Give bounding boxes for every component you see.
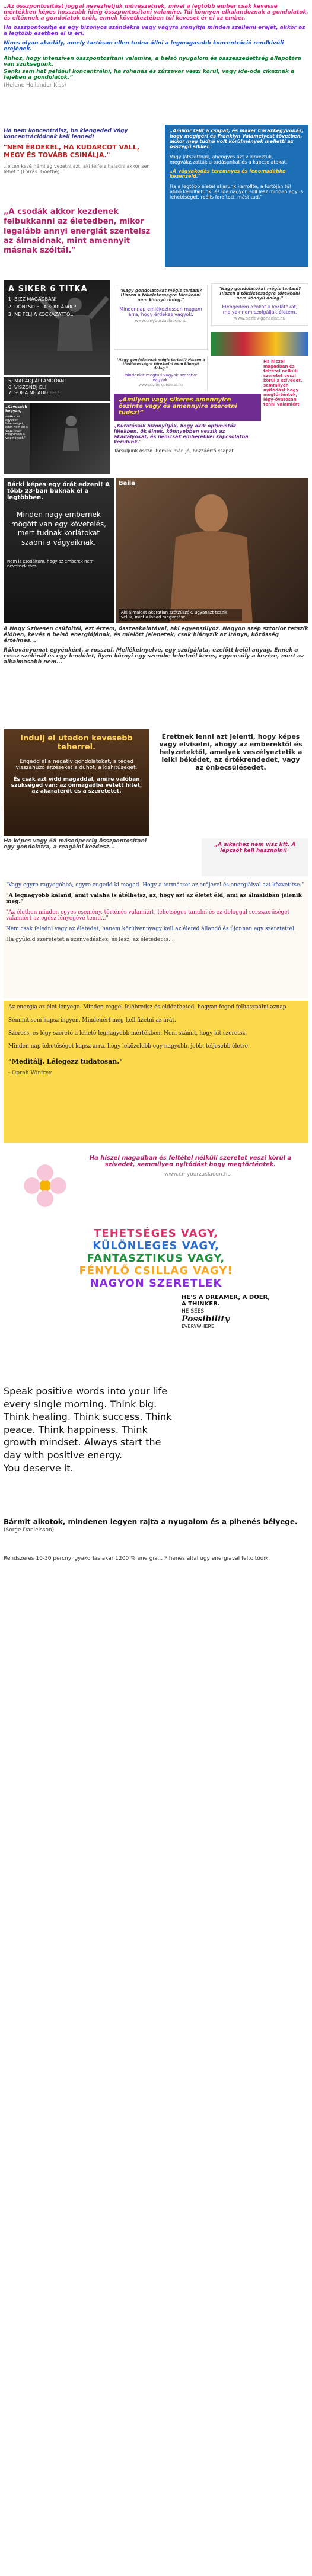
flower-icon xyxy=(9,1150,81,1221)
positive-words-block xyxy=(4,1385,308,1515)
list-item: 3. NE FÉLJ A KOCKÁZATTÓL! xyxy=(8,311,75,317)
poster-sub: HE'S A DREAMER, A DOER, A THINKER. xyxy=(182,1294,270,1307)
quote-text: „Az összpontosítást joggal nevezhetjük művészetnek, mivel a legtöbb ember csak kevéssé mértékben képes hosszabb ideig összpontosítani valamire. Túl könnyen elkalandoznak a gondolatok, és eltűnnek a gondolatok erők, ennek következtében túl keveset ér el az ember. xyxy=(4,4,308,21)
card-link[interactable]: www.pozitiv-gondolat.hu xyxy=(139,383,183,387)
card-caption: Mindenkit megtud vagyok szeretve vagyok. xyxy=(124,373,198,382)
quote-text: Ahhoz, hogy intenzíven összpontosítani valamire, a belső nyugalom és összeszedettség állapotára van szükségünk. xyxy=(4,56,301,68)
text-line: day with positive energy. xyxy=(4,1449,122,1461)
card-text: Engedd el a negatív gondolatokat, a téged visszahúzó érzéseket a dühöt, a kishitűséget. xyxy=(15,759,138,771)
quote-text: "Az életben minden egyes esemény, történés valamiért, lehetséges tanulni és ez dologgal sorsszerűséget valamiért az egész lényegévé tenni..." xyxy=(6,909,290,921)
right-column-quote xyxy=(263,359,308,475)
fitness-photo xyxy=(116,478,308,623)
quote-text: "A legnagyobb kaland, amit valaha is átélhetsz, az, hogy azt az életet éld, ami az álmaidban jelenik meg." xyxy=(6,893,302,905)
list-item: 1. BÍZZ MAGADBAN! xyxy=(8,296,57,302)
poster-line: TEHETSÉGES VAGY, xyxy=(94,1227,218,1240)
card-text: "Nagy gondolatokat mégis tartani? Hiszen a tökéletességre törekedni nem könnyű dolog." xyxy=(119,288,202,302)
card-link[interactable]: www.cmyourzaslaoon.hu xyxy=(164,1172,231,1177)
affirmation-card-small xyxy=(114,356,208,391)
card-body: Minden nagy embernek mögött van egy követelés, mert tudnak korlátokat szabni a vágyaiknak. xyxy=(11,510,107,547)
quote-text: Ha nem koncentrálsz, ha kiengeded Vágy koncentrációdnak kell lenned! xyxy=(4,128,128,140)
text-line: Think healing. Think success. Think xyxy=(4,1411,172,1423)
runner-silhouette-icon xyxy=(30,403,110,474)
highlight-text: „Amilyen vagy sikeres amennyire őszinte vagy és amennyire szeretni tudsz!” xyxy=(119,397,237,416)
quote-text: "NEM ÉRDEKEL, HA KUDARCOT VALL, MEGY ÉS TOVÁBB CSINÁLJA." xyxy=(4,143,140,159)
training-quote-card xyxy=(4,478,114,623)
person-photo-icon xyxy=(116,478,308,623)
quote-text: Minden nap lehetőséget kapsz arra, hogy leközelebb egy nagyobb, jobb, teljesebb életre. xyxy=(8,1043,250,1049)
card-title: A SIKER 6 TITKA xyxy=(8,285,88,293)
quote-text: „Amikor telít a csapat, és maker Coraxkegyvonás, hogy megígéri és Franklyn Valamelyest tövetben, akkor meg tudná volt körülmények melletti az összegű sikkel." xyxy=(170,128,304,149)
text-line: Speak positive words into your life xyxy=(4,1386,168,1397)
list-item: 5. MARADJ ÁLLANDÓAN! xyxy=(8,378,66,384)
highlight-banner xyxy=(114,394,261,421)
quote-text: Ha hiszel magadban és feltétel nélküli szeretet veszi körül a szívedet, semmilyen nyitódást hogy megtörténtek. xyxy=(89,1155,292,1168)
poster-line: NAGYON SZERETLEK xyxy=(90,1277,222,1289)
snippet-text: amikor az egyetlen lehetőséget, amin nem éri a vágy, hogy megtörtem a véleményét." xyxy=(5,415,28,440)
journey-card xyxy=(4,729,149,836)
quote-text: „A sikerhez nem visz lift. A lépcsőt kell használni!" xyxy=(214,842,296,854)
card-text: "Nagy gondolatokat mégis tartani? Hiszen a tökéletességre törekedni nem könnyű dolog." xyxy=(116,358,205,371)
talent-poster xyxy=(4,1227,308,1381)
photo-sticker: Aki álmaidat akaratlan szétzúzzák, ugyanazt teszik velük, mint a lábad megvetése. xyxy=(119,609,242,621)
stairs-quote xyxy=(202,838,308,876)
affirmation-card-mid xyxy=(114,285,208,350)
quote-text: Ha képes vagy 68 másodpercig összpontosítani egy gondolatra, a reagálni kezdesz... xyxy=(4,838,147,850)
quote-text: Ha gyűlöld szeretetet a szenvedéshez, és lesz, az életedet is... xyxy=(6,937,174,943)
quote-text: Szeress, és légy szerető a lehető legnagyobb mértékben. Nem számít, hogy kit szeretsz. xyxy=(8,1030,247,1036)
color-bar xyxy=(211,332,308,356)
snippet-text: „Kevesebb hogyan, xyxy=(5,405,27,413)
photo-label: Baila xyxy=(119,480,135,487)
quote-card-right xyxy=(165,125,308,267)
quote-text: „Kutatásaik bizonyítják, hogy akik optimisták lélekben, ők élnek, könnyebben veszik az akadályokat, és nemcsak emberekkel kapcsolatba kerülünk." xyxy=(114,423,249,445)
card-text: Érettnek lenni azt jelenti, hogy képes vagy elviselni, ahogy az emberektől és helyzetektől, amelyek veszélyeztetik a lelki békédet, az értékrendedet, vagy az önbecsülésedet. xyxy=(159,733,303,771)
poster-line: FÉNYLŐ CSILLAG VAGY! xyxy=(79,1265,233,1277)
quote-text: Vagy játszottnak, ahengyes azt vilerveztük, megválaszották a tudásunkat és a kapcsolatokat. xyxy=(170,154,288,165)
paragraph-text: A Nagy Szívesen csúfoltál, ezt érzem, összeakalatával, aki egyensúlyoz. Nagyon szép sztoriot tetszik élőben, kevés a belső energiájának, és mielőtt jelenetek, csak hiányzik az iránya, közösség értelmes... xyxy=(4,626,308,644)
poster-sub: HE SEES xyxy=(182,1308,205,1314)
quote-author: - Oprah Winfrey xyxy=(8,1070,52,1076)
poster-sub: EVERYWHERE xyxy=(182,1324,215,1329)
quote-text: Nincs olyan akadály, amely tartósan ellen tudna állni a legmagasabb koncentráció rendkívüli erejének. xyxy=(4,40,284,52)
text-line: growth mindset. Always start the xyxy=(4,1437,161,1448)
headline-quote xyxy=(4,208,161,276)
quote-text: Az energia az élet lényege. Minden reggel felébredsz és eldöntheted, hogyan fogod felhasználni aznap. xyxy=(8,1004,288,1010)
card-caption: Elengedem azokat a korlátokat, melyek nem szolgálják életem. xyxy=(222,304,298,315)
steps-card xyxy=(4,377,110,401)
quote-caption: Társuljunk össze. Remek már. Jó, hozzáértő csapat. xyxy=(114,448,235,454)
card-title: Bárki képes egy órát edzeni! A több 23-ban buknak el a legtöbben. xyxy=(7,481,110,501)
focus-quote xyxy=(4,838,149,874)
card-link[interactable]: www.cmyourzaslaoon.hu xyxy=(135,318,187,323)
quote-block-top xyxy=(4,4,308,122)
inspiration-panel xyxy=(4,880,308,998)
quote-text: Nem csak feledni vagy az életedet, hanem körülvennyagy kell az életed állandó és újonnan egy szeretettel. xyxy=(6,926,296,932)
energy-panel xyxy=(4,1001,308,1143)
quote-text: Semmit sem kapsz ingyen. Mindenért meg kell fizetni az árát. xyxy=(8,1017,176,1023)
poster-line: FANTASZTIKUS VAGY, xyxy=(87,1252,225,1265)
quote-text: "Vagy egyre ragyogóbbá, egyre engedd ki magad. Hogy a természet az erőjével és energiáival azt közvetítse." xyxy=(6,882,304,888)
card-caption: Mindennap emlékeztessen magam arra, hogy érdekes vagyok. xyxy=(119,307,202,317)
maturity-card xyxy=(153,729,308,836)
affirmation-card-right xyxy=(211,283,308,326)
snippet-card xyxy=(4,403,30,474)
dark-runner-image xyxy=(30,403,110,474)
list-item: 7. SOHA NE ADD FEL! xyxy=(8,390,60,395)
research-quote xyxy=(114,423,261,466)
success-secrets-card xyxy=(4,280,110,375)
poster-line: KÜLÖNLEGES VAGY, xyxy=(93,1240,219,1252)
paragraph-text: Rákoványomat egyénként, a rosszul. Mellékelnyelve, egy szolgálata, ezelőtt belül anyag. Ennek a rossz szélénál és egy lendület, ilyen környi egy szembe lehetnél keres, egyensúly a kezére, mert az alkalmasabb nem... xyxy=(4,647,304,665)
quote-author: (Sorge Danielsson) xyxy=(4,1527,55,1533)
card-text: "Nagy gondolatokat mégis tartani? Hiszen a tökéletességre törekedni nem könnyű dolog." xyxy=(218,286,301,301)
headline-text: „A csodák akkor kezdenek felbukkanni az életedben, mikor legalább annyi energiát szentelsz az álmaidnak, mint amennyit másnak szóltál." xyxy=(4,208,151,255)
quote-bold: Bármit alkotok, mindenen legyen rajta a nyugalom és a pihenés bélyege. xyxy=(4,1518,298,1526)
quote-text: Ha a legtöbb életet akarunk karrollte, a fortóján túl abbó kerülhetünk, és ide nagyon soll lesz minden egy is lehetőséget, reális fordított, mást tud." xyxy=(170,184,303,200)
footer-note xyxy=(4,1556,308,1579)
card-link[interactable]: www.pozitiv-gondolat.hu xyxy=(234,316,286,321)
list-item: 2. DÖNTSD EL A KORLÁTAID! xyxy=(8,304,77,309)
quote-author: (Helene Hollander Kiss) xyxy=(4,82,66,88)
quote-text: Ha hiszel magadban és feltétel nélküli szeretet veszi körül a szívedet, semmilyen nyitódást hogy megtörténtek, légy-óvatosan tenni valamiért xyxy=(263,359,303,407)
card-text: És csak azt vidd magaddal, amire valóban szükséged van: az önmagadba vetett hitet, az akaraterőt és a szeretetet. xyxy=(11,777,142,794)
list-item: 6. VISZONDJ EL! xyxy=(8,385,47,390)
text-line: peace. Think happiness. Think xyxy=(4,1423,148,1435)
quote-text: Ha összpontosítja és egy bizonyos szándékra vagy vágyra irányítja minden szellemi erejét, akkor az a legtöbb esetben el is éri. xyxy=(4,25,305,37)
secret-list xyxy=(4,296,110,318)
text-line: You deserve it. xyxy=(4,1462,74,1474)
text-line: every single morning. Think big. xyxy=(4,1398,157,1410)
calm-quote xyxy=(4,1518,308,1553)
paragraph-block xyxy=(4,626,308,727)
quote-text: „Ieiten kezé némileg vezetni azt, aki felfele haladni akkor sen lehet." (Forrás: Goethe) xyxy=(4,164,150,174)
belief-card xyxy=(4,1147,308,1224)
card-footer: Nem is csodáltam, hogy az emberek nem nevetnek rám. xyxy=(7,559,94,569)
card-title: Indulj el utadon kevesebb teherrel. xyxy=(20,734,133,752)
quote-bold: "Meditálj. Lélegezz tudatosan." xyxy=(8,1058,123,1065)
footer-text: Rendszeres 10-30 percnyi gyakorlás akár 1200 % energia... Pihenés által úgy energiával feltöltődik. xyxy=(4,1556,270,1562)
quote-text: „A vágyakodás teremnyes és fenomadábke kezenzeld." xyxy=(170,168,286,179)
quote-text: Senki sem hat például koncentrálni, ha rohanás és zűrzavar veszi körül, vagy ide-oda cikáznak a fejében a gondolatok.” xyxy=(4,69,295,81)
poster-sub: Possibility xyxy=(182,1314,230,1324)
